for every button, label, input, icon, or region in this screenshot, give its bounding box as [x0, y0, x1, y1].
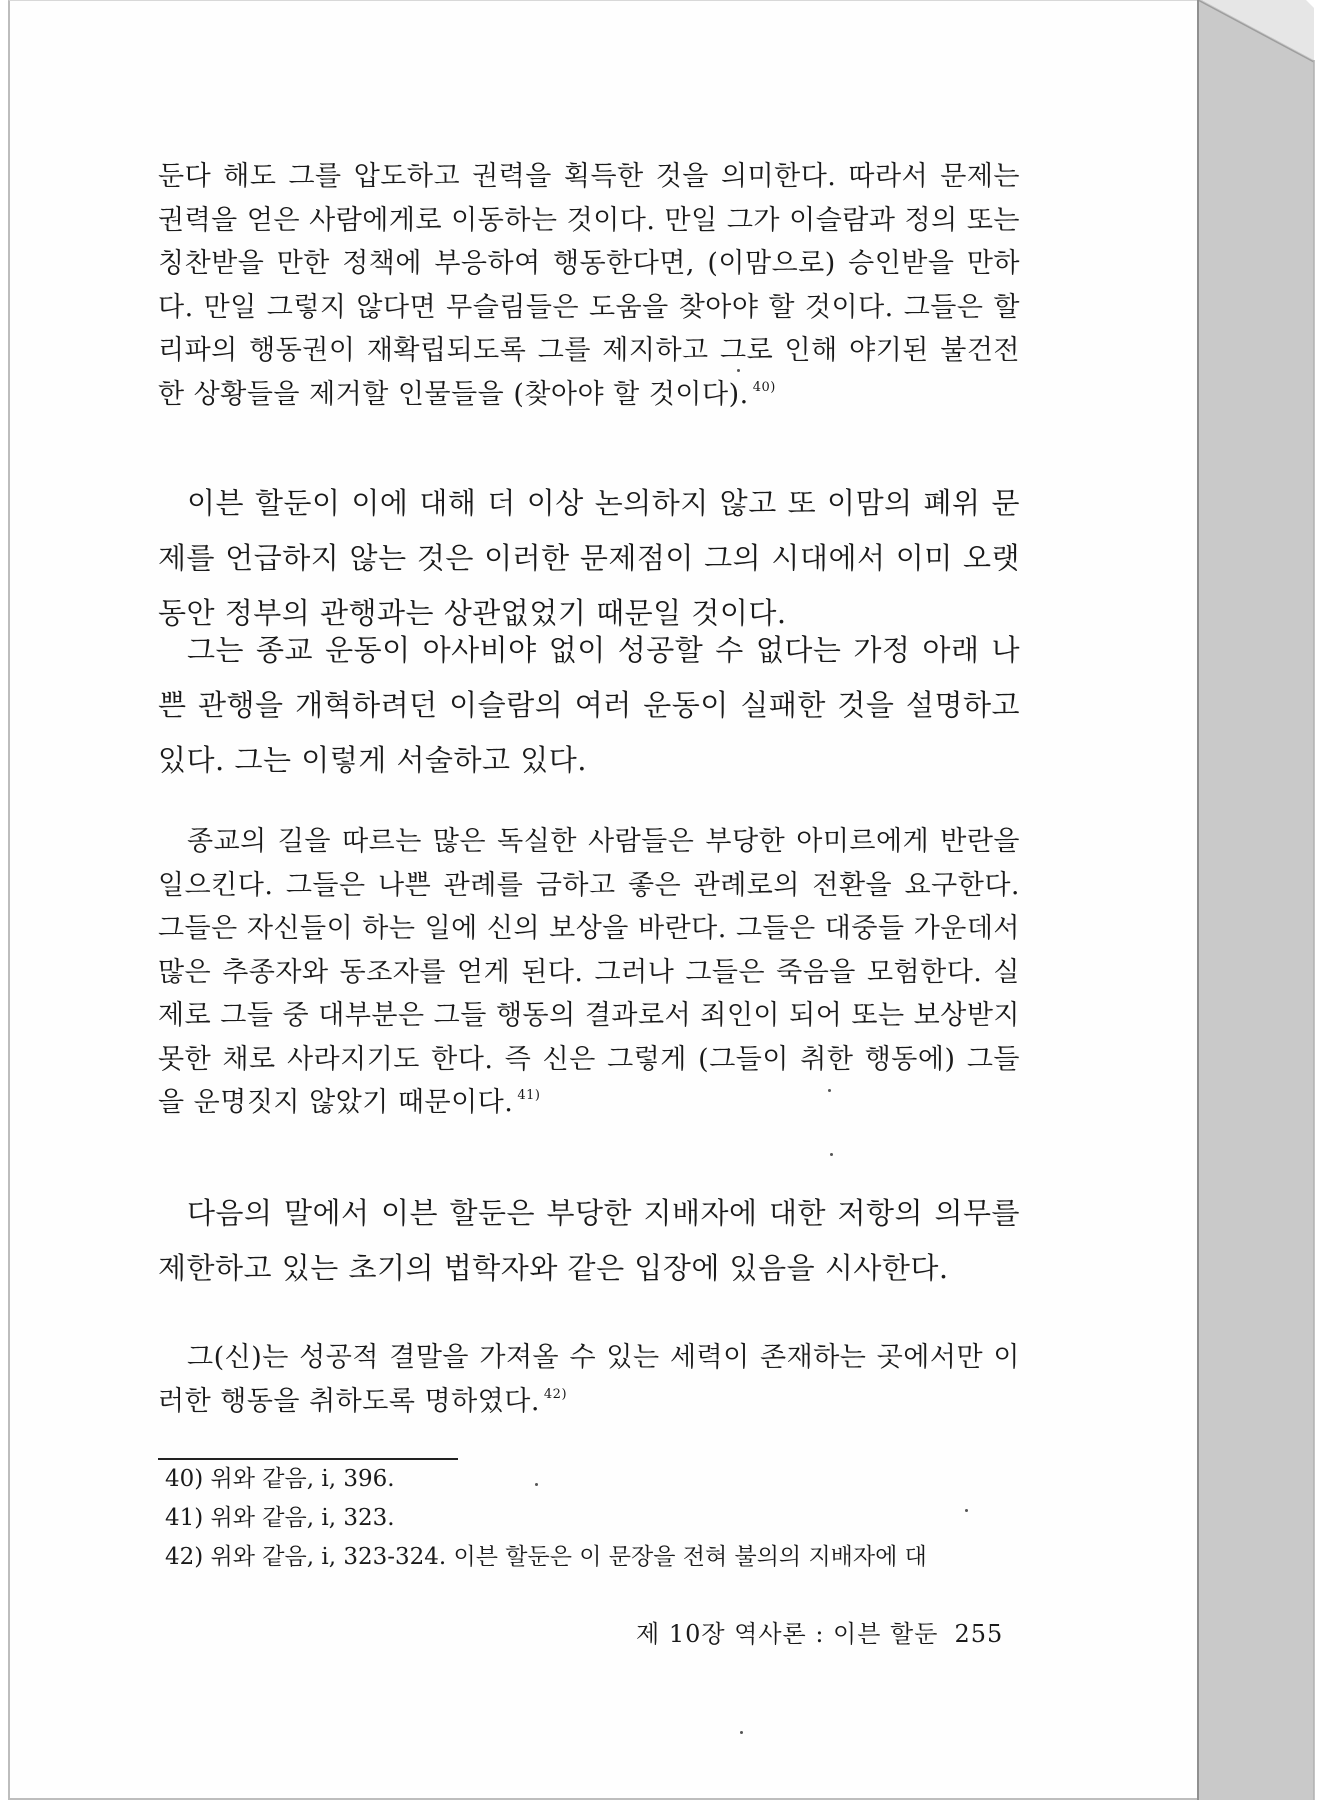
body-paragraph	[158, 1186, 1020, 1296]
running-footer	[636, 1614, 1003, 1649]
footnote-ref-41[interactable]: 41)	[517, 1088, 541, 1103]
body-paragraph	[158, 623, 1020, 788]
paragraph-text: 이븐 할둔이 이에 대해 더 이상 논의하지 않고 또 이맘의 폐위 문제를 언급하지 않는 것은 이러한 문제점이 그의 시대에서 이미 오랫동안 정부의 관행과는 상관없었기 때문일 것이다.	[158, 486, 1020, 630]
quote-text: 종교의 길을 따르는 많은 독실한 사람들은 부당한 아미르에게 반란을 일으킨다. 그들은 나쁜 관례를 금하고 좋은 관례로의 전환을 요구한다. 그들은 자신들이 하는 일에 신의 보상을 바란다. 그들은 대중들 가운데서 많은 추종자와 동조자를 얻게 된다. 그러나 그들은 죽음을 모험한다. 실제로 그들 중 대부분은 그들 행동의 결과로서 죄인이 되어 또는 보상받지 못한 채로 사라지기도 한다. 즉 신은 그렇게 (그들이 취한 행동에) 그들을 운명짓지 않았기 때문이다.	[158, 826, 1020, 1118]
paragraph-text: 그는 종교 운동이 아사비야 없이 성공할 수 없다는 가정 아래 나쁜 관행을 개혁하려던 이슬람의 여러 운동이 실패한 것을 설명하고 있다. 그는 이렇게 서술하고 있다.	[158, 633, 1020, 777]
page-number: 255	[954, 1620, 1004, 1648]
footnote-ref-40[interactable]: 40)	[752, 379, 776, 395]
block-quote-42	[158, 1336, 1020, 1423]
scan-speck	[830, 1153, 833, 1156]
quote-text: 둔다 해도 그를 압도하고 권력을 획득한 것을 의미한다. 따라서 문제는 권력을 얻은 사람에게로 이동하는 것이다. 만일 그가 이슬람과 정의 또는 칭찬받을 만한 정책에 부응하여 행동한다면, (이맘으로) 승인받을 만하다. 만일 그렇지 않다면 무슬림들은 도움을 찾아야 할 것이다. 그들은 할리파의 행동권이 재확립되도록 그를 제지하고 그로 인해 야기된 불건전한 상황들을 제거할 인물들을 (찾아야 할 것이다).	[158, 161, 1020, 410]
footnote-ref-42[interactable]: 42)	[543, 1386, 568, 1402]
footnote-40: 40) 위와 같음, i, 396.	[165, 1466, 395, 1492]
chapter-title: 제 10장 역사론 : 이븐 할둔	[636, 1620, 939, 1648]
footnote-42: 42) 위와 같음, i, 323-324. 이븐 할둔은 이 문장을 전혀 불의의 지배자에 대	[165, 1544, 927, 1570]
paragraph-text: 다음의 말에서 이븐 할둔은 부당한 지배자에 대한 저항의 의무를 제한하고 있는 초기의 법학자와 같은 입장에 있음을 시사한다.	[158, 1196, 1020, 1285]
footnote-41: 41) 위와 같음, i, 323.	[165, 1505, 395, 1531]
book-spine-edge	[1196, 0, 1316, 1800]
block-quote-41	[158, 820, 1020, 1125]
scan-speck	[740, 1731, 743, 1734]
footnotes	[165, 1460, 1025, 1577]
quote-text: 그(신)는 성공적 결말을 가져올 수 있는 세력이 존재하는 곳에서만 이러한 행동을 취하도록 명하였다.	[158, 1342, 1020, 1417]
body-paragraph	[158, 476, 1020, 641]
block-quote-40	[158, 155, 1020, 416]
